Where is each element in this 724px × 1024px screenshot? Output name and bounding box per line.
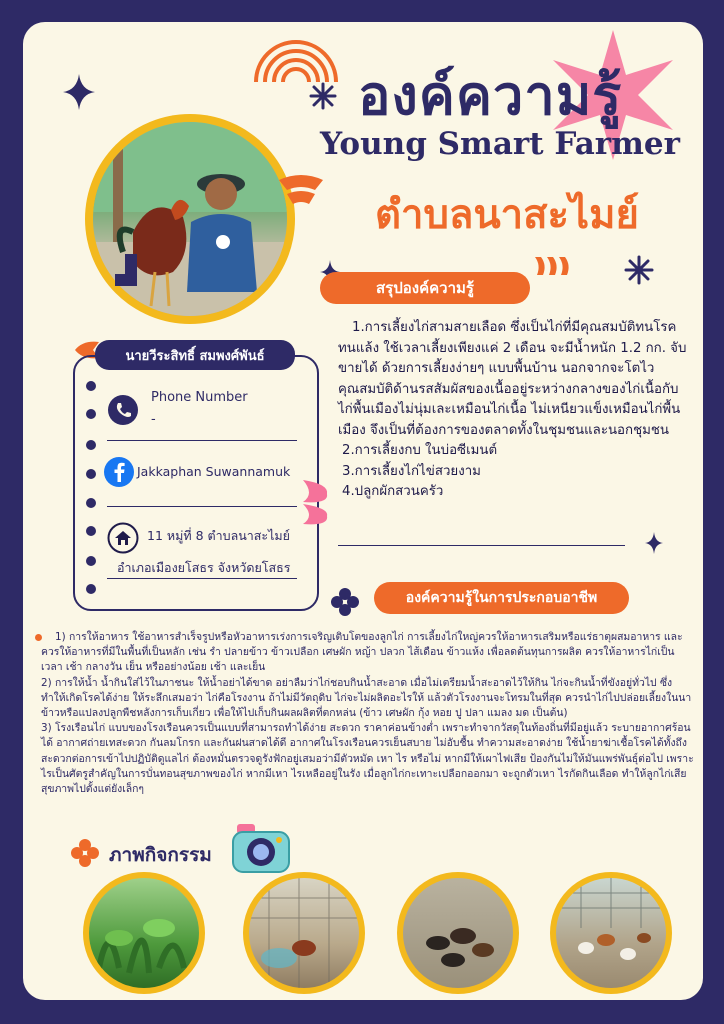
summary-item: 1.การเลี้ยงไก่สามสายเลือด ซึ่งเป็นไก่ที่มีคุณสมบัติทนโรค ทนแล้ง ใช้เวลาเลี้ยงเพียงแค่ 2 เดือน จะมีน้ำหนัก 1.2 กก. จับขายได้ ด้วยการเลี้ยงง่ายๆ แบบพื้นบ้าน นอกจากจะโตไว คุณสมบัติด้านรสสัมผัสของเนื้ออยู่ระหว่างกลางของไก่เนื้อกับไก่พื้นเมืองไม่นุ่มเละเหมือนไก่เนื้อ ไม่เหนียวแข็งเหมือนไก่พื้นเมือง จึงเป็นที่ต้องการของตลาดทั้งในชุมชนและนอกชุมชน — [338, 320, 687, 438]
page-subtitle-en: Young Smart Farmer — [320, 126, 680, 162]
phone-label: Phone Number — [151, 390, 248, 405]
list-bullet — [86, 556, 96, 566]
profile-photo — [93, 122, 287, 316]
occupation-heading: องค์ความรู้ในการประกอบอาชีพ — [374, 582, 629, 614]
summary-item: 3.การเลี้ยงไก่ไข่สวยงาม — [342, 463, 481, 479]
activity-photo-chicken-coop — [243, 872, 365, 994]
profile-photo-frame — [85, 114, 295, 324]
phone-value: - — [151, 412, 156, 427]
list-bullet — [86, 526, 96, 536]
contact-divider — [107, 578, 297, 579]
occupation-item: 1) การให้อาหาร ใช้อาหารสำเร็จรูปหรือหัวอาหารเร่งการเจริญเติบโตของลูกไก่ การเลี้ยงไก่ใหญ่ควรให้อาหารเสริมหรือแร่ธาตุผสมอาหาร และควรให้อาหารที่มีในพื้นที่เป็นหลัก เช่น รำ ปลายข้าว ข้าวเปลือก เศษผัก หญ้า ปลวก ไส้เดือน ข้าวแห้ง เพื่อลดต้นทุนการผลิต ควรให้อาหารไก่เป็นเวลา เช้า กลางวัน เย็น หรืออย่างน้อย เช้า และเย็น — [41, 631, 683, 674]
occupation-item: 2) การให้น้ำ น้ำกินใส่ไว้ในภาชนะ ให้น้ำอย่าได้ขาด อย่าลืมว่าไก่ชอบกินน้ำสะอาด เมื่อไม่เตรียมน้ำสะอาดไว้ให้กิน ไก่จะกินน้ำที่ขังอยู่ทั่วไป ซึ่งทำให้เกิดโรคได้ง่าย ให้ระลึกเสมอว่า ไก่คือโรงงาน ถ้าไม่มีวัตถุดิบ ไก่จะไม่ผลิตอะไรให้ แล้วตัวโรงงานจะโทรมในที่สุด ควรนำไก่ไปปล่อยเลี้ยงในนาข้าวหรือแปลงปลูกพืชหลังการเก็บเกี่ยว เพื่อให้ไปเก็บกินผลผลิตที่ตกหล่น (ข้าว เศษผัก กุ้ง หอย ปู ปลา แมลง มด เป็นต้น) — [41, 676, 692, 720]
contact-divider — [107, 440, 297, 441]
corner-accent-icon — [115, 254, 137, 286]
asterisk-icon — [309, 82, 337, 110]
list-bullet — [86, 440, 96, 450]
summary-item: 2.การเลี้ยงกบ ในบ่อซีเมนต์ — [342, 443, 498, 458]
facebook-icon — [103, 456, 135, 488]
address-line-1: 11 หมู่ที่ 8 ตำบลนาสะไมย์ — [147, 528, 290, 543]
rainbow-icon — [251, 34, 341, 82]
pink-shape-icon — [299, 480, 331, 526]
list-bullet — [86, 469, 96, 479]
page-subtitle-location: ตำบลนาสะไมย์ — [375, 192, 639, 238]
gallery-heading: ภาพกิจกรรม — [109, 844, 212, 866]
sparkle-icon — [645, 532, 663, 554]
flower-icon — [71, 839, 99, 867]
address-line-2: อำเภอเมืองยโสธร จังหวัดยโสธร — [117, 560, 291, 575]
orange-fan-icon — [279, 170, 323, 204]
activity-photo-garden — [83, 872, 205, 994]
orange-fan-icon — [535, 255, 571, 275]
sparkle-icon — [63, 74, 95, 110]
list-bullet — [86, 409, 96, 419]
flower-icon — [331, 588, 359, 616]
list-bullet — [86, 498, 96, 508]
summary-heading: สรุปองค์ความรู้ — [320, 272, 530, 304]
activity-photo-chickens-ground — [397, 872, 519, 994]
home-icon — [107, 522, 139, 554]
contact-divider — [107, 506, 297, 507]
farmer-illustration — [93, 122, 287, 316]
summary-divider — [338, 545, 625, 546]
facebook-name: Jakkaphan Suwannamuk — [137, 464, 291, 479]
phone-icon — [107, 394, 139, 426]
summary-item: 4.ปลูกผักสวนครัว — [342, 484, 444, 499]
list-bullet — [86, 381, 96, 391]
camera-icon — [231, 822, 291, 874]
farmer-name: นายวีระสิทธิ์ สมพงศ์พันธ์ — [95, 340, 295, 370]
asterisk-icon — [624, 255, 654, 285]
list-bullet — [86, 584, 96, 594]
page-title: องค์ความรู้ — [358, 64, 623, 127]
activity-photo-chicken-pen — [550, 872, 672, 994]
occupation-item: 3) โรงเรือนไก่ แบบของโรงเรือนควรเป็นแบบที่สามารถทำได้ง่าย สะดวก ราคาค่อนข้างต่ำ เพราะทำจากวัสดุในท้องถิ่นที่มีอยู่แล้ว ระบายอากาศร้อนได้ อากาศถ่ายเทสะดวก กันลมโกรก และกันฝนสาดได้ดี อากาศในโรงเรือนควรเย็นสบาย ไม่อับชื้น ทำความสะอาดง่าย ใช้น้ำยาฆ่าเชื้อโรคได้ทั้งถึง สะดวกต่อการเข้าไปปฏิบัติดูแลไก่ ต้องหมั่นตรวจดูรังฟักอยู่เสมอว่ามีตัวหมัด เหา ไร หรือไม่ หากมีให้เผาไฟเสีย ป้องกันไม่ให้มันแพร่พันธุ์ต่อไป เพราะไรเป็นศัตรูสำคัญในการบั่นทอนสุขภาพของไก่ หากมีเหา ไรเหลืออยู่ในรัง เมื่อลูกไก่กะเทาะเปลือกออกมา จะถูกตัวเหา ไรกัดกินเลือด ทำให้ลูกไก่เสียสุขภาพไปตั้งแต่ยังเล็กๆ — [41, 722, 694, 796]
summary-list — [338, 318, 693, 503]
poster — [23, 22, 703, 1000]
occupation-list — [41, 630, 696, 797]
